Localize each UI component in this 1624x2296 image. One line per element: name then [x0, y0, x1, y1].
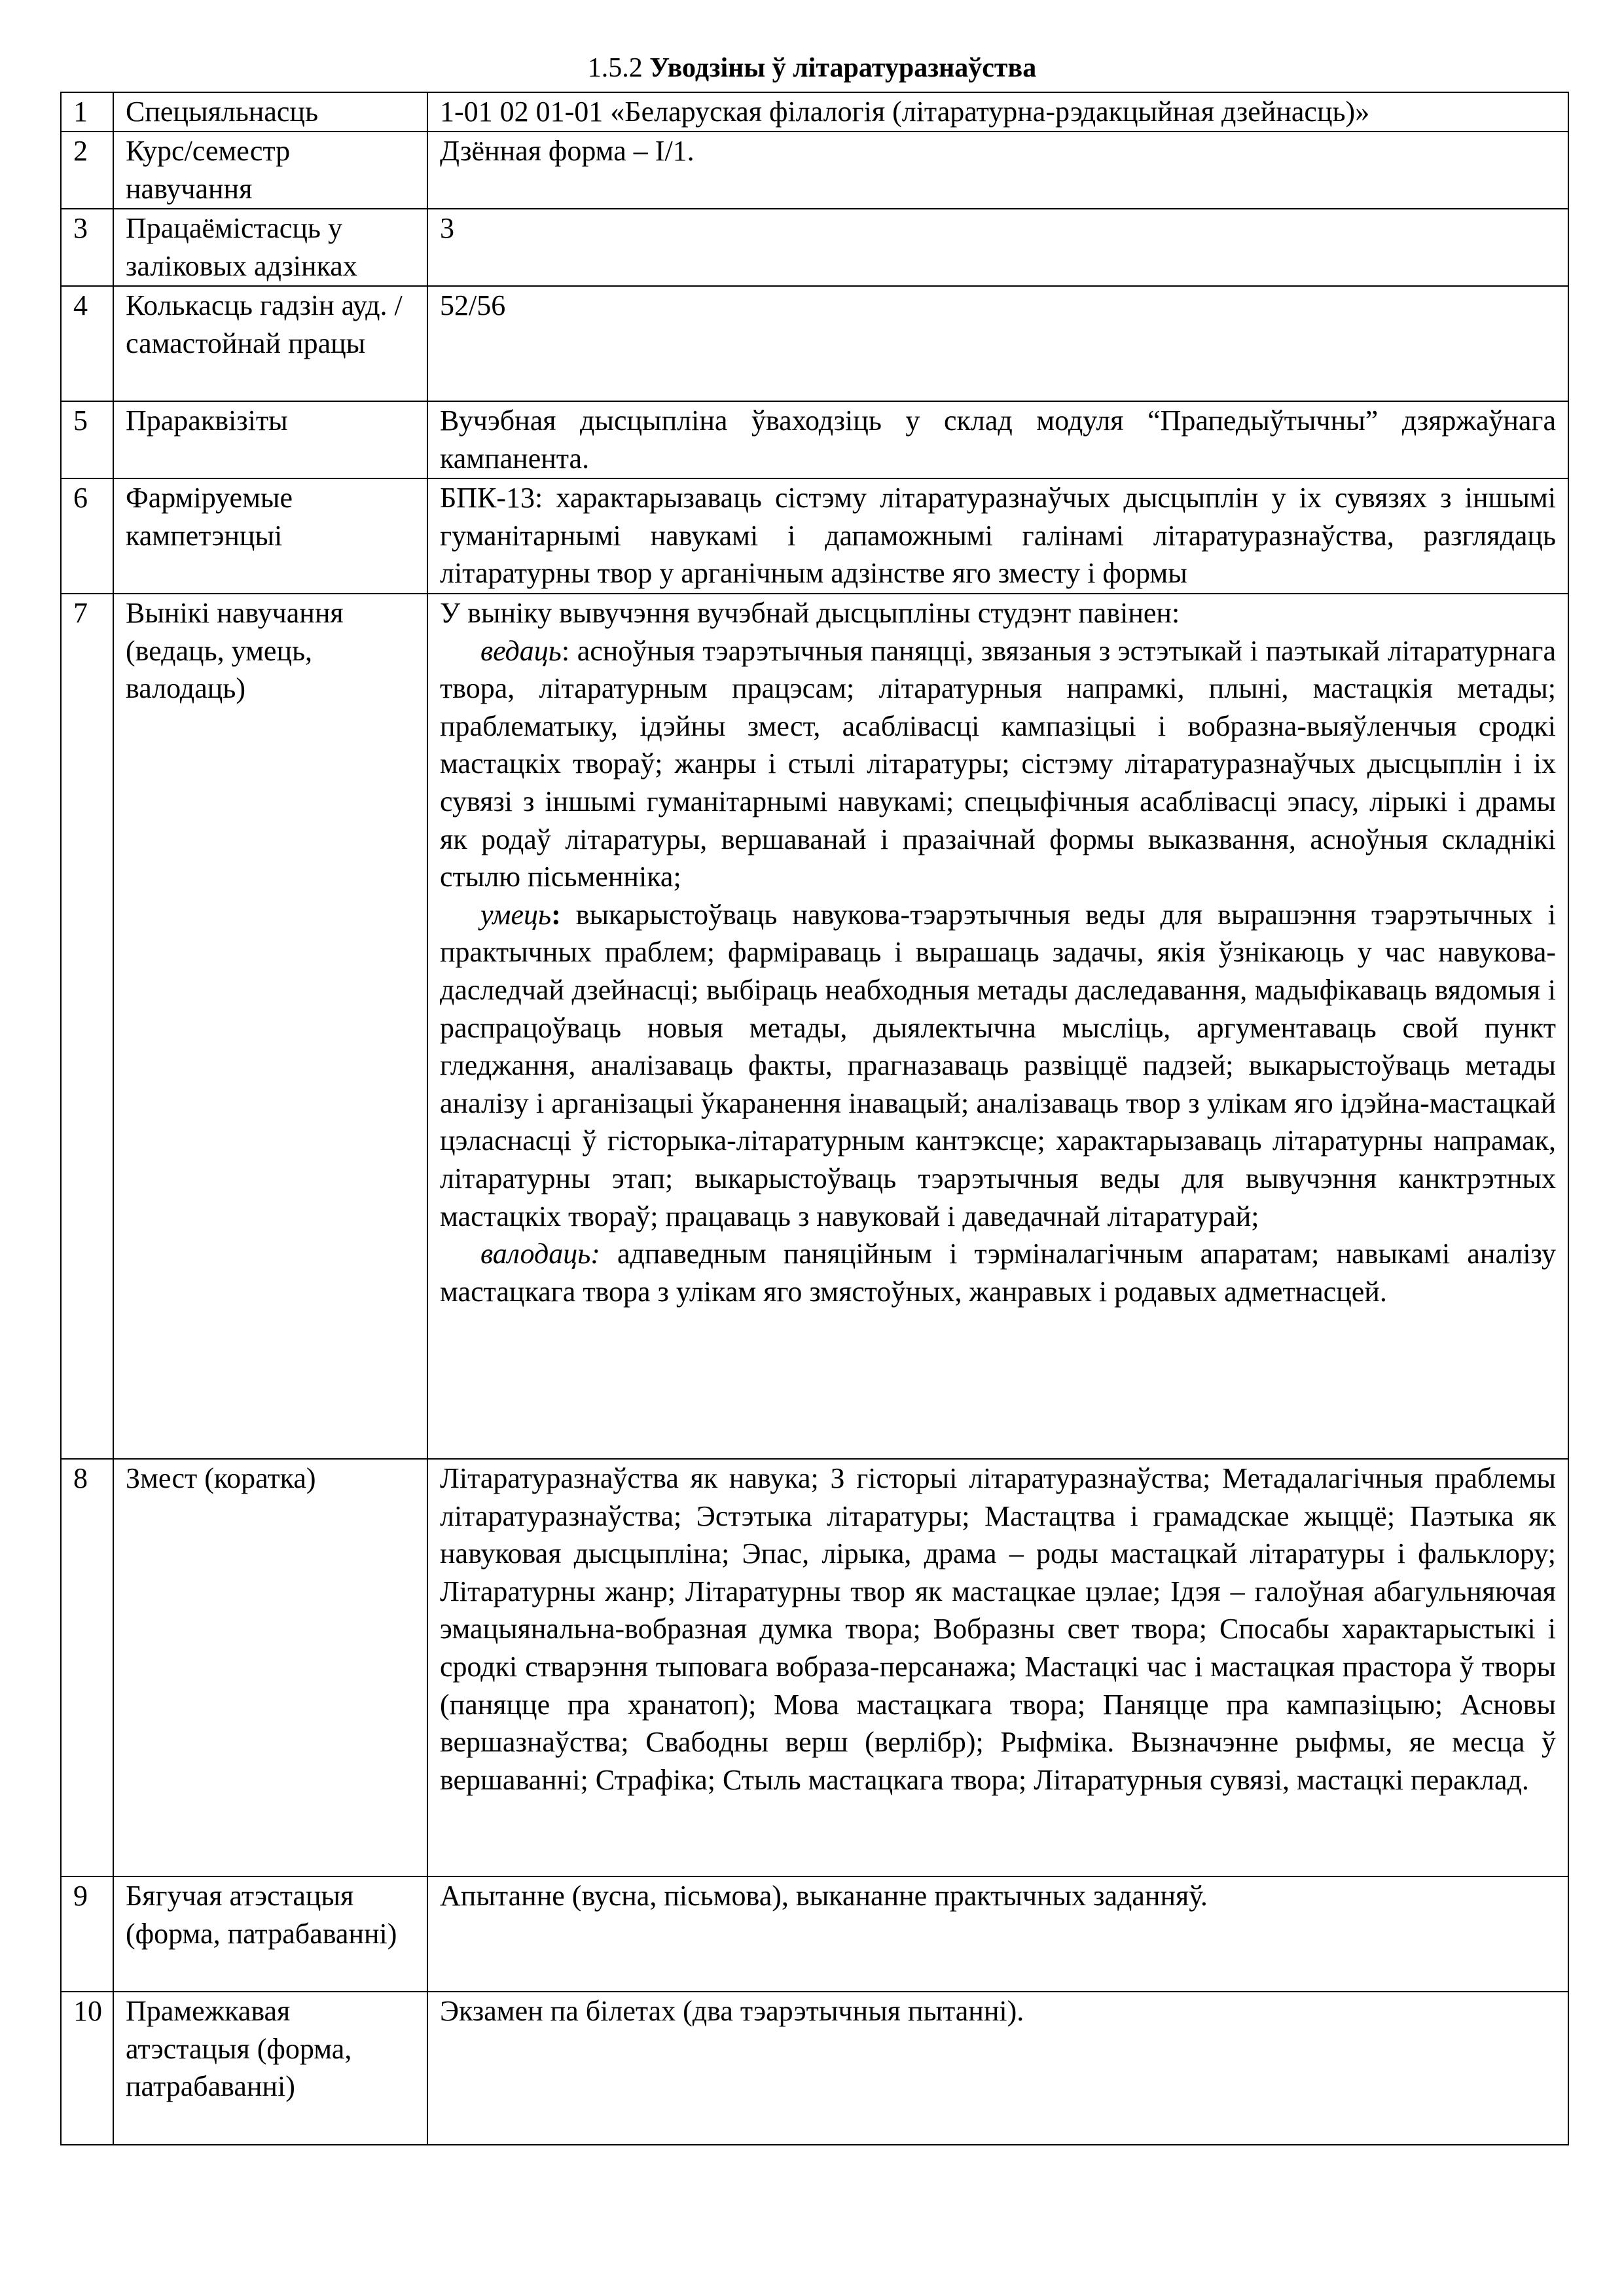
row-label: Колькасць гадзін ауд. / самастойнай працы [113, 286, 427, 401]
row-value: 1-01 02 01-01 «Беларуская філалогія (літаратурна-рэдакцыйная дзейнасць)» [427, 92, 1568, 132]
row-number: 6 [61, 478, 113, 594]
row-label: Прараквізіты [113, 401, 427, 478]
table-row [61, 1876, 1568, 1992]
row-number: 1 [61, 92, 113, 132]
row-label: Прамежкавая атэстацыя (форма, патрабаванні) [113, 1992, 427, 2145]
own-text: адпаведным паняційным і тэрміналагічным апаратам; навыкамі аналізу мастацкага твора з улікам яго змястоўных, жанравых і родавых адметнасцей. [440, 1238, 1556, 1308]
row-number: 3 [61, 209, 113, 286]
row-value: Літаратуразнаўства як навука; З гісторыі літаратуразнаўства; Метадалагічныя праблемы літаратуразнаўства; Эстэтыка літаратуры; Мастацтва і грамадскае жыццё; Паэтыка як навуковая дысцыпліна; Эпас, лірыка, драма – роды мастацкай літаратуры і фальклору; Літаратурны жанр; Літаратурны твор як мастацкае цэлае; Ідэя – галоўная абагульняючая эмацыянальна-вобразная думка твора; Вобразны свет твора; Спосабы характарыстыкі і сродкі стварэння тыповага вобраза-персанажа; Мастацкі час і мастацкая прастора ў творы (паняцце пра хранатоп); Мова мастацкага твора; Паняцце пра кампазіцыю; Асновы вершазнаўства; Свабодны верш (верлібр); Рыфміка. Вызначэнне рыфмы, яе месца ў вершаванні; Страфіка; Стыль мастацкага твора; Літаратурныя сувязі, мастацкі пераклад. [427, 1459, 1568, 1876]
learning-outcomes-intro: У выніку вывучэння вучэбнай дысцыпліны студэнт павінен: [440, 597, 1180, 629]
table-row [61, 1992, 1568, 2145]
row-value: Апытанне (вусна, пісьмова), выкананне практычных заданняў. [427, 1876, 1568, 1992]
row-number: 5 [61, 401, 113, 478]
row-number: 4 [61, 286, 113, 401]
can-text: выкарыстоўваць навукова-тэарэтычныя веды для вырашэння тэарэтычных і практычных праблем; фарміраваць і вырашаць задачы, якія ўзнікаюць у час навукова-даследчай дзейнасці; выбіраць неабходныя метады даследавання, мадыфікаваць вядомыя і распрацоўваць новыя метады, дыялектычна мысліць, аргументаваць свой пункт гледжання, аналізаваць факты, прагназаваць развіццё падзей; выкарыстоўваць метады аналізу і арганізацыі ўкаранення інавацый; аналізаваць твор з улікам яго ідэйна-мастацкай цэласнасці ў гісторыка-літаратурным кантэксце; характарызаваць літаратурны напрамак, літаратурны этап; выкарыстоўваць тэарэтычныя веды для вывучэння канктрэтных мастацкіх твораў; працаваць з навуковай і даведачнай літаратурай; [440, 898, 1556, 1232]
row-number: 9 [61, 1876, 113, 1992]
row-number: 2 [61, 132, 113, 209]
row-label: Змест (коратка) [113, 1459, 427, 1876]
row-label: Курс/семестр навучання [113, 132, 427, 209]
learning-outcomes-own [440, 1235, 1556, 1310]
table-row [61, 594, 1568, 1459]
table-row [61, 209, 1568, 286]
row-label: Бягучая атэстацыя (форма, патрабаванні) [113, 1876, 427, 1992]
can-colon: : [551, 898, 561, 931]
row-value: 3 [427, 209, 1568, 286]
learning-outcomes-know [440, 632, 1556, 896]
table-row [61, 401, 1568, 478]
table-row [61, 286, 1568, 401]
row-label: Спецыяльнасць [113, 92, 427, 132]
table-row [61, 1459, 1568, 1876]
know-term: ведаць [480, 634, 562, 667]
row-label: Фарміруемые кампетэнцыі [113, 478, 427, 594]
row-value: Экзамен па білетах (два тэарэтычныя пытанні). [427, 1992, 1568, 2145]
row-value: БПК-13: характарызаваць сістэму літаратуразнаўчых дысцыплін у іх сувязях з іншымі гуманітарнымі навукамі і дапаможнымі галінамі літаратуразнаўства, разглядаць літаратурны твор у арганічным адзінстве яго зместу і формы [427, 478, 1568, 594]
row-number: 8 [61, 1459, 113, 1876]
row-value: Дзённая форма – І/1. [427, 132, 1568, 209]
document-title [0, 51, 1624, 85]
table-row [61, 92, 1568, 132]
row-label: Вынікі навучання (ведаць, умець, валодаць) [113, 594, 427, 1459]
row-value: Вучэбная дысцыпліна ўваходзіць у склад модуля “Прапедыўтычны” дзяржаўнага кампанента. [427, 401, 1568, 478]
row-number: 10 [61, 1992, 113, 2145]
know-text: : асноўныя тэарэтычныя паняцці, звязаныя з эстэтыкай і паэтыкай літаратурнага твора, літаратурным працэсам; літаратурныя напрамкі, плыні, мастацкія метады; праблематыку, ідэйны змест, асаблівасці кампазіцыі і вобразна-выяўленчыя сродкі мастацкіх твораў; жанры і стылі літаратуры; сістэму літаратуразнаўчых дысцыплін і іх сувязі з іншымі гуманітарнымі навукамі; спецыфічныя асаблівасці эпасу, лірыкі і драмы як родаў літаратуры, вершаванай і празаічнай формы выказвання, асноўныя складнікі стылю пісьменніка; [440, 634, 1556, 893]
row-label: Працаёмістасць у заліковых адзінках [113, 209, 427, 286]
title-text: Уводзіны ў літаратуразнаўства [649, 53, 1037, 83]
table-row [61, 478, 1568, 594]
row-value [427, 594, 1568, 1459]
row-value: 52/56 [427, 286, 1568, 401]
title-number: 1.5.2 [587, 53, 643, 83]
syllabus-table [60, 92, 1569, 2145]
learning-outcomes-can [440, 896, 1556, 1235]
can-term: умець [480, 898, 552, 931]
own-term: валодаць: [480, 1238, 600, 1270]
table-row [61, 132, 1568, 209]
row-number: 7 [61, 594, 113, 1459]
